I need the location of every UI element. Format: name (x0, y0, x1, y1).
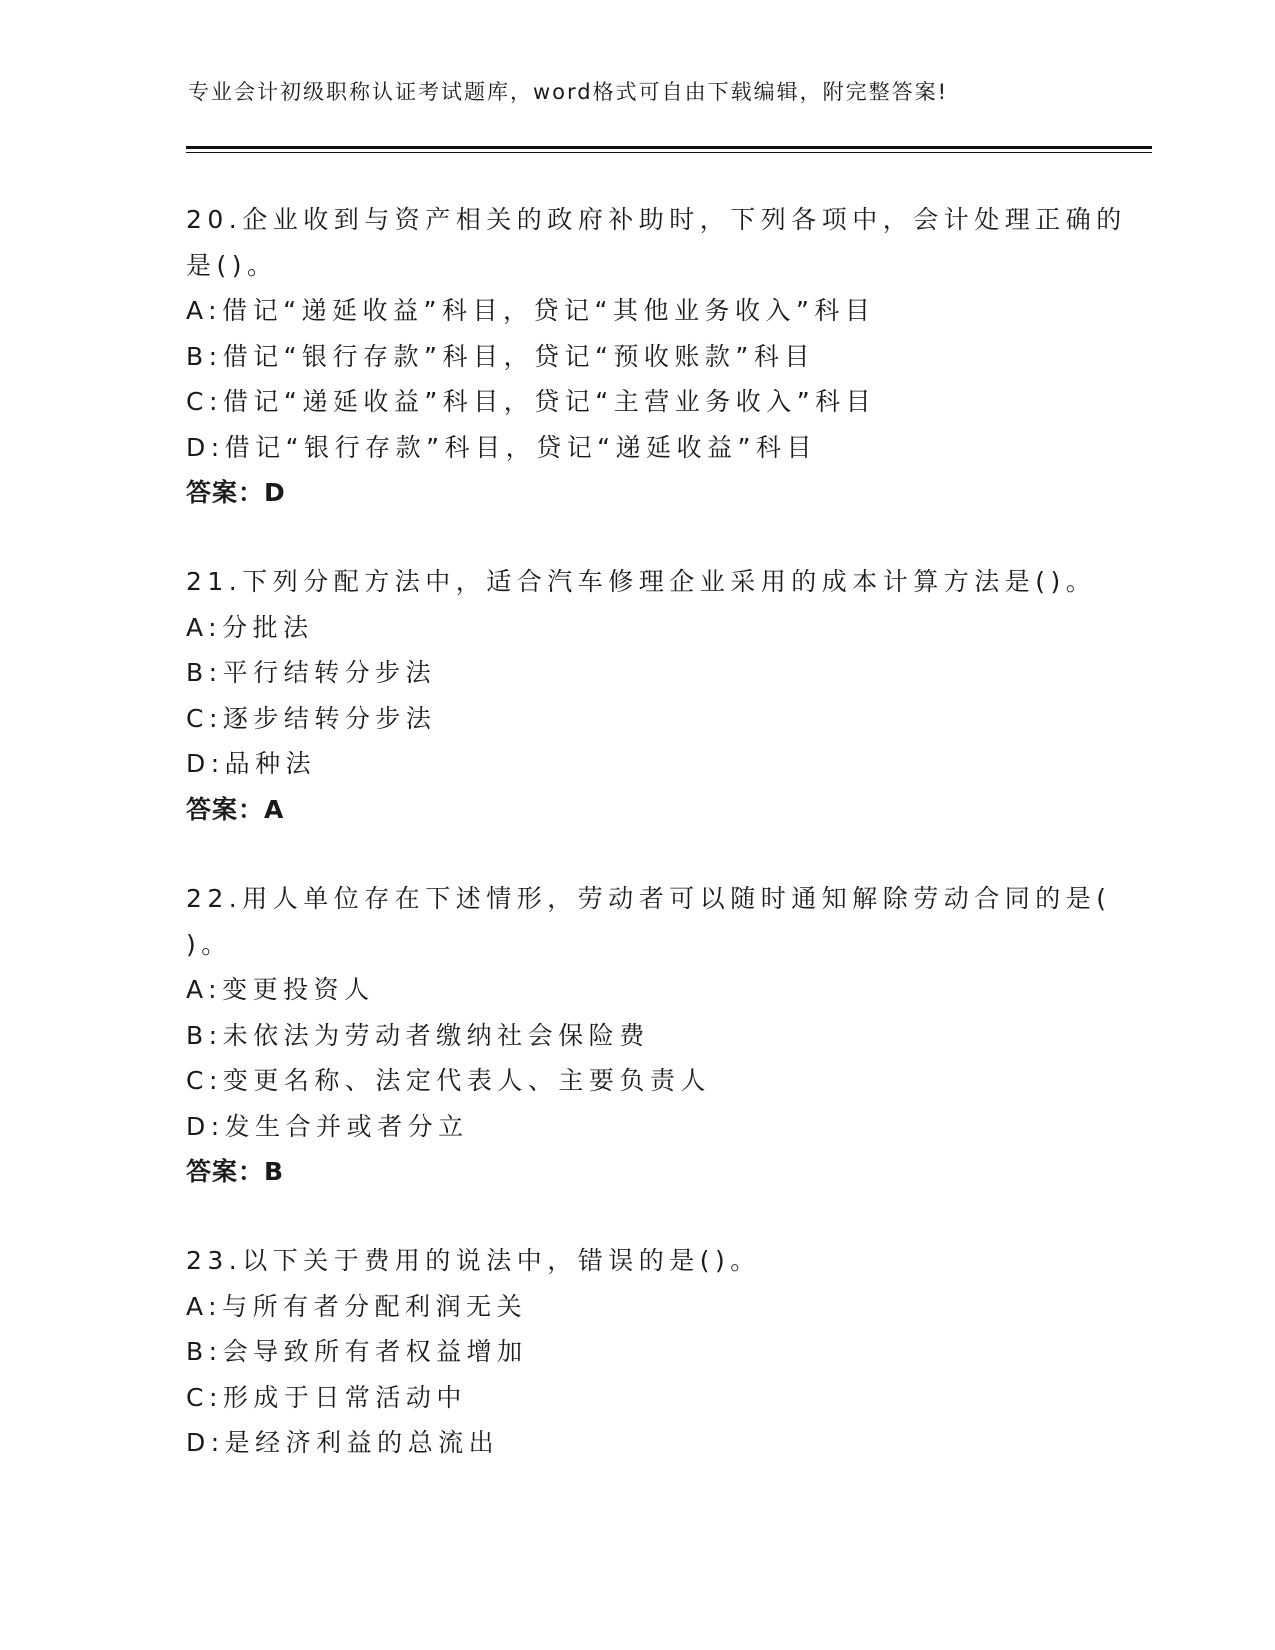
question-22 (186, 876, 1112, 1195)
question-20 (186, 197, 1127, 516)
question-stem: 21.下列分配方法中，适合汽车修理企业采用的成本计算方法是()。 (186, 567, 1097, 596)
header-rule-thin (186, 152, 1152, 153)
question-stem: 是()。 (186, 250, 278, 280)
answer: 答案：D (186, 478, 286, 507)
option-d: D:品种法 (186, 749, 317, 778)
option-b: B:平行结转分步法 (186, 658, 437, 687)
option-c: C:逐步结转分步法 (186, 703, 437, 733)
option-a: A:与所有者分配利润无关 (186, 1291, 528, 1321)
answer: 答案：A (186, 794, 285, 824)
option-c: C:形成于日常活动中 (186, 1382, 467, 1412)
question-stem: 22.用人单位存在下述情形，劳动者可以随时通知解除劳动合同的是( (186, 884, 1112, 913)
header-rule-thick (186, 146, 1152, 149)
question-23 (186, 1238, 1086, 1466)
question-stem: 20.企业收到与资产相关的政府补助时，下列各项中，会计处理正确的 (186, 205, 1127, 234)
option-c: C:借记“递延收益”科目，贷记“主营业务收入”科目 (186, 387, 877, 416)
option-d: D:是经济利益的总流出 (186, 1428, 500, 1457)
answer: 答案：B (186, 1157, 285, 1186)
question-stem: 23.以下关于费用的说法中，错误的是()。 (186, 1246, 761, 1275)
option-b: B:会导致所有者权益增加 (186, 1337, 528, 1366)
question-stem: )。 (186, 929, 232, 959)
option-d: D:发生合并或者分立 (186, 1111, 469, 1141)
option-d: D:借记“银行存款”科目，贷记“递延收益”科目 (186, 432, 817, 462)
option-a: A:借记“递延收益”科目，贷记“其他业务收入”科目 (186, 296, 876, 325)
option-a: A:分批法 (186, 612, 314, 642)
question-21 (186, 559, 1097, 832)
option-a: A:变更投资人 (186, 975, 375, 1004)
option-c: C:变更名称、法定代表人、主要负责人 (186, 1066, 711, 1095)
option-b: B:未依法为劳动者缴纳社会保险费 (186, 1020, 650, 1050)
option-b: B:借记“银行存款”科目，贷记“预收账款”科目 (186, 341, 815, 371)
page-header: 专业会计初级职称认证考试题库，word格式可自由下载编辑，附完整答案! (188, 80, 949, 104)
